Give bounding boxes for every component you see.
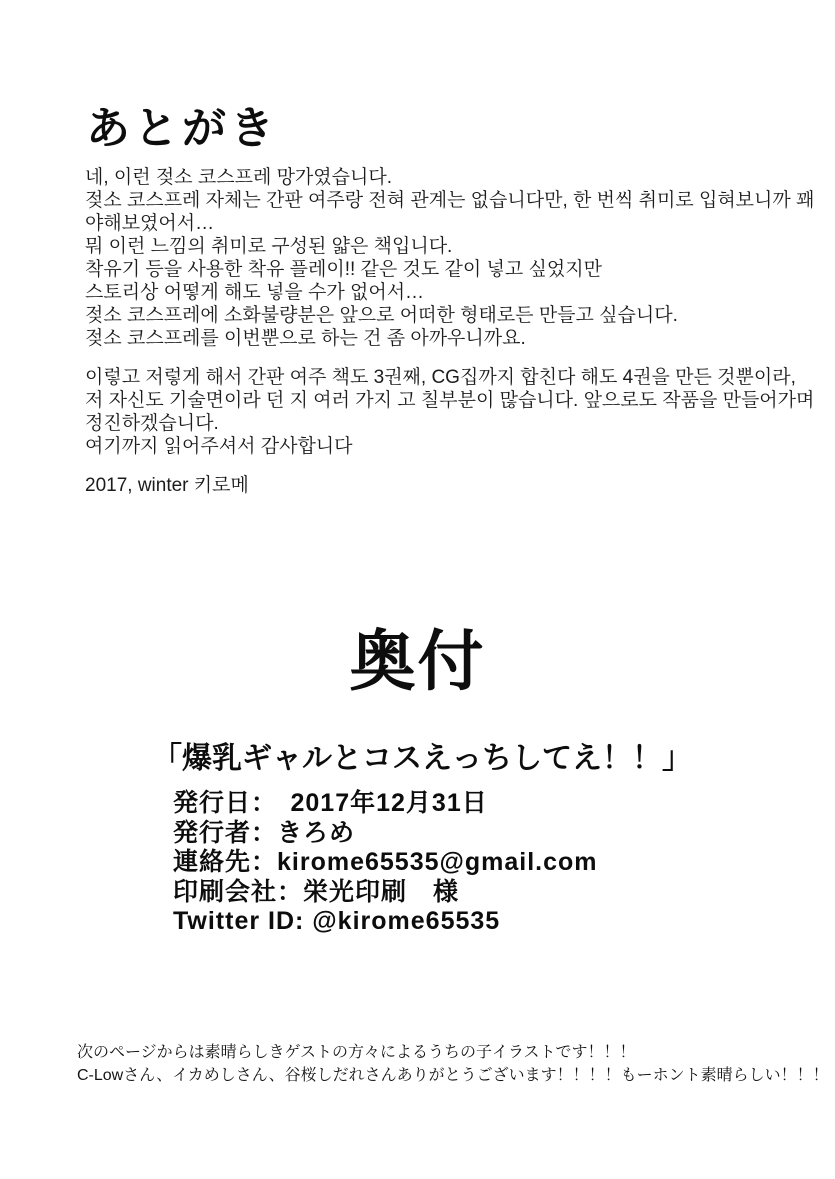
afterword-text-line: 뭐 이런 느낌의 취미로 구성된 얇은 책입니다.: [85, 236, 453, 257]
afterword-text-line: 이렇고 저렇게 해서 간판 여주 책도 3권째, CG집까지 합친다 해도 4권을 만든 것뿐이라,: [85, 367, 796, 388]
colophon-heading: 奥付: [349, 624, 486, 698]
colophon-twitter-id: Twitter ID: @kirome65535: [173, 907, 501, 935]
colophon-details: [173, 789, 598, 937]
afterword-signature: 2017, winter 키로메: [85, 475, 249, 496]
afterword-text-line: 네, 이런 젖소 코스프레 망가였습니다.: [85, 167, 392, 188]
footer-note-line: C-Lowさん、イカめしさん、谷桜しだれさんありがとうございます！！！！もーホント素晴らしい！！！: [77, 1067, 829, 1084]
afterword-title: あとがき: [86, 104, 278, 153]
colophon-printing-company: 印刷会社：栄光印刷 様: [173, 877, 460, 906]
afterword-text-line: 젖소 코스프레를 이번뿐으로 하는 건 좀 아까우니까요.: [85, 328, 526, 349]
afterword-paragraph-1: [85, 166, 814, 350]
afterword-text-line: 야해보였어서…: [85, 213, 215, 234]
footer-note-line: 次のページからは素晴らしきゲストの方々によるうちの子イラストです！！！: [77, 1044, 636, 1061]
afterword-text-line: 저 자신도 기술면이라 던 지 여러 가지 고 칠부분이 많습니다. 앞으로도 작품을 만들어가며: [85, 390, 815, 411]
afterword-text-line: 여기까지 읽어주셔서 감사합니다: [85, 436, 353, 457]
afterword-text-line: 정진하겠습니다.: [85, 413, 219, 434]
book-title: 「爆乳ギャルとコスえっちしてえ！！」: [152, 742, 692, 775]
afterword-text-line: 젖소 코스프레에 소화불량분은 앞으로 어떠한 형태로든 만들고 싶습니다.: [85, 305, 678, 326]
footer-note: [77, 1041, 829, 1087]
afterword-text-line: 착유기 등을 사용한 착유 플레이!! 같은 것도 같이 넣고 싶었지만: [85, 259, 602, 280]
afterword-paragraph-2: [85, 366, 814, 458]
colophon-publisher: 発行者：きろめ: [173, 818, 356, 847]
afterword-text-line: 스토리상 어떻게 해도 넣을 수가 없어서…: [85, 282, 425, 303]
colophon-contact-email: 連絡先：kirome65535@gmail.com: [173, 848, 598, 876]
colophon-publish-date: 発行日： 2017年12月31日: [173, 789, 488, 817]
afterword-text-line: 젖소 코스프레 자체는 간판 여주랑 전혀 관계는 없습니다만, 한 번씩 취미로 입혀보니까 꽤: [85, 190, 815, 211]
